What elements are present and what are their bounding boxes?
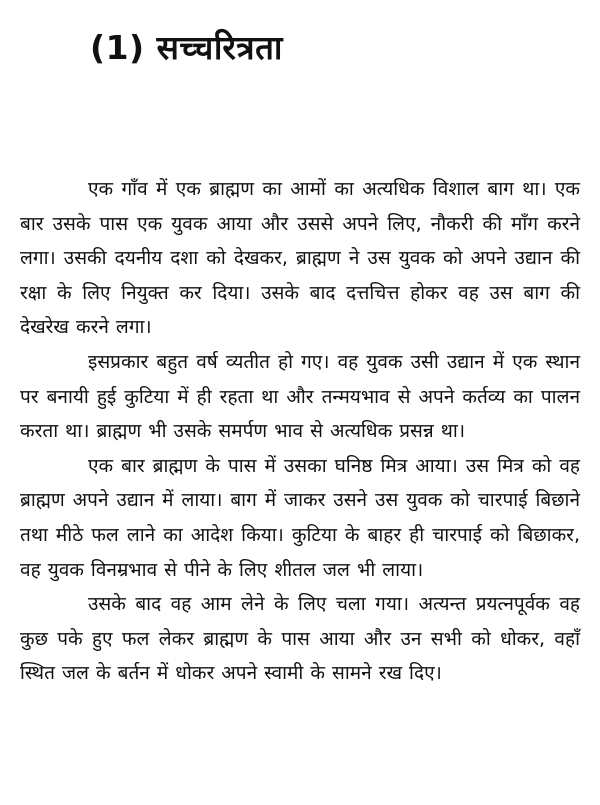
paragraph-3: एक बार ब्राह्मण के पास में उसका घनिष्ठ मित्र आया। उस मित्र को वह ब्राह्मण अपने उद्यान में लाया। बाग में जाकर उसने उस युवक को चारपाई बिछाने तथा मीठे फल लाने का आदेश किया। कुटिया के बाहर ही चारपाई को बिछाकर, वह युवक विनम्रभाव से पीने के लिए शीतल जल भी लाया। (20, 454, 580, 581)
paragraph-2: इसप्रकार बहुत वर्ष व्यतीत हो गए। वह युवक उसी उद्यान में एक स्थान पर बनायी हुई कुटिया में ही रहता था और तन्मयभाव से अपने कर्तव्य का पालन करता था। ब्राह्मण भी उसके समर्पण भाव से अत्यधिक प्रसन्न था। (20, 350, 580, 443)
paragraph-1: एक गाँव में एक ब्राह्मण का आमों का अत्यधिक विशाल बाग था। एक बार उसके पास एक युवक आया और उससे अपने लिए, नौकरी की माँग करने लगा। उसकी दयनीय दशा को देखकर, ब्राह्मण ने उस युवक को अपने उद्यान की रक्षा के लिए नियुक्त कर दिया। उसके बाद दत्तचित्त होकर वह उस बाग की देखरेख करने लगा। (20, 178, 580, 339)
paragraph-4: उसके बाद वह आम लेने के लिए चला गया। अत्यन्त प्रयत्नपूर्वक वह कुछ पके हुए फल लेकर ब्राह्मण के पास आया और उन सभी को धोकर, वहाँ स्थित जल के बर्तन में धोकर अपने स्वामी के सामने रख दिए। (20, 593, 580, 685)
section-heading: (1) सच्चरित्रता (90, 28, 283, 67)
body-text (20, 172, 580, 691)
